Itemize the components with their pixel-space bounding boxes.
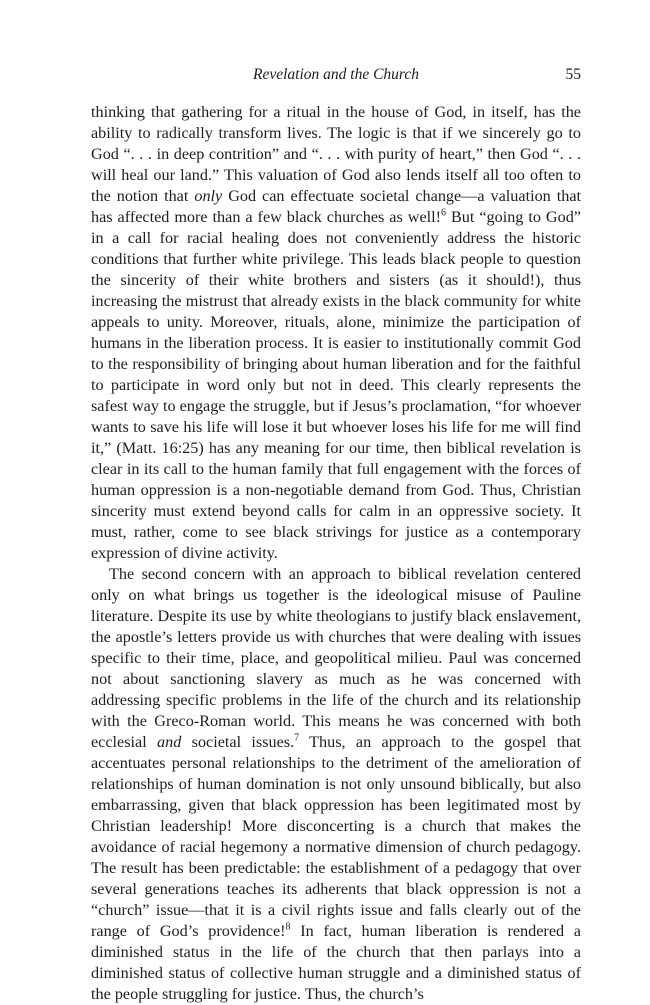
paragraph-1-text-a: thinking that gathering for a ritual in the house of God, in itself, has the ability to radically transform lives. The logic is that if we sincerely go to God “. . . in deep contrition” and “. . . with purity of heart,” then God “. . . will heal our land.” This valuation of God also lends itself all too often to the notion that bbox=[91, 103, 581, 205]
body-text bbox=[91, 102, 581, 1005]
paragraph-2 bbox=[91, 564, 581, 1005]
footnote-marker-7: 7 bbox=[294, 732, 300, 744]
paragraph-2-text-d: In fact, human liberation is rendered a diminished status in the life of the church that then parlays into a diminished status of collective human struggle and a diminished status of the people struggling for justice. Thus, the church’s bbox=[91, 922, 581, 1003]
paragraph-2-text-a: The second concern with an approach to biblical revelation centered only on what brings us together is the ideological misuse of Pauline literature. Despite its use by white theologians to justify black enslavement, the apostle’s letters provide us with churches that were dealing with issues specific to their time, place, and geopolitical milieu. Paul was concerned not about sanctioning slavery as much as he was concerned with addressing specific problems in the life of the church and its relationship with the Greco-Roman world. This means he was concerned with both ecclesial bbox=[91, 565, 582, 751]
paragraph-2-text-b: societal issues. bbox=[181, 733, 295, 751]
paragraph-1-emphasis: only bbox=[194, 187, 223, 205]
paragraph-2-emphasis: and bbox=[157, 733, 182, 751]
paragraph-2-text-c: Thus, an approach to the gospel that accentuates personal relationships to the detriment of the amelioration of relationships of human domination is not only unsound biblically, but also embarrassing, given that black oppression has been legitimated most by Christian leadership! More disconcerting is a church that makes the avoidance of racial hegemony a normative dimension of church pedagogy. The result has been predictable: the establishment of a pedagogy that over several generations teaches its adherents that black oppression is not a “church” issue—that it is a civil rights issue and falls clearly out of the range of God’s providence! bbox=[91, 733, 582, 940]
running-title: Revelation and the Church bbox=[252, 66, 419, 83]
running-header bbox=[91, 66, 581, 86]
footnote-marker-6: 6 bbox=[441, 207, 447, 219]
paragraph-1-text-b: God can effectuate societal change—a valuation that has affected more than a few black churches as well! bbox=[91, 187, 582, 226]
paragraph-1 bbox=[91, 102, 581, 564]
paragraph-1-text-c: But “going to God” in a call for racial healing does not conveniently address the historic conditions that further white privilege. This leads black people to question the sincerity of their white brothers and sisters (as it should!), thus increasing the mistrust that already exists in the black community for white appeals to unity. Moreover, rituals, alone, minimize the participation of humans in the liberation process. It is easier to institutionally commit God to the responsibility of bringing about human liberation and for the faithful to participate in word only but not in deed. This clearly represents the safest way to engage the struggle, but if Jesus’s proclamation, “for whoever wants to save his life will lose it but whoever loses his life for me will find it,” (Matt. 16:25) has any meaning for our time, then biblical revelation is clear in its call to the human family that full engagement with the forces of human oppression is a non-negotiable demand from God. Thus, Christian sincerity must extend beyond calls for calm in an oppressive society. It must, rather, come to see black strivings for justice as a contemporary expression of divine activity. bbox=[91, 208, 581, 562]
page-number: 55 bbox=[565, 66, 581, 83]
footnote-marker-8: 8 bbox=[285, 921, 291, 933]
